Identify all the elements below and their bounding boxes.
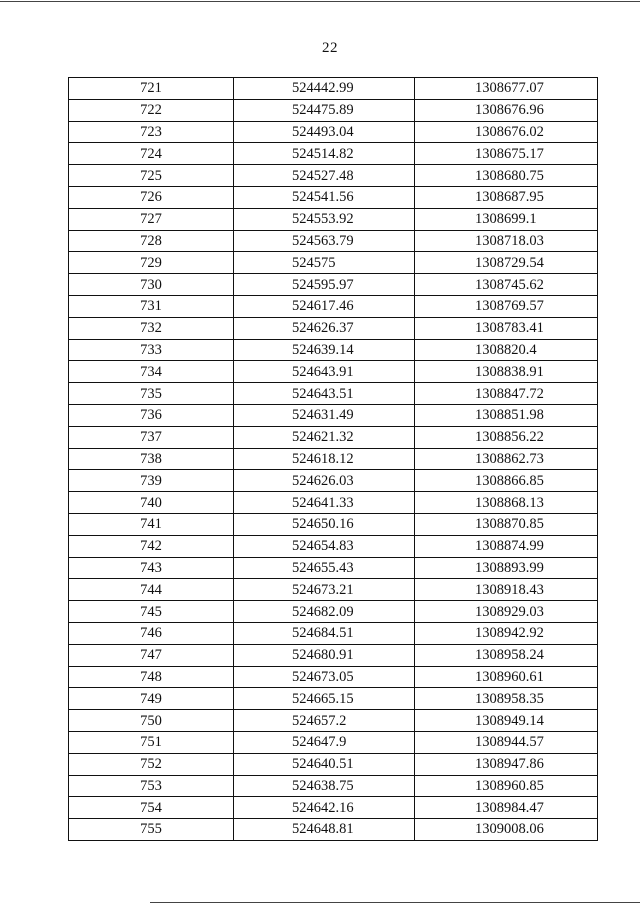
x-coordinate-cell: 524541.56 bbox=[234, 186, 415, 208]
x-coordinate-cell: 524617.46 bbox=[234, 295, 415, 317]
y-coordinate-cell: 1308820.4 bbox=[415, 339, 598, 361]
x-coordinate-cell: 524643.51 bbox=[234, 383, 415, 405]
table-row bbox=[69, 579, 598, 601]
x-coordinate-cell: 524650.16 bbox=[234, 513, 415, 535]
point-number-cell: 738 bbox=[69, 448, 234, 470]
x-coordinate-cell: 524493.04 bbox=[234, 121, 415, 143]
y-coordinate-cell: 1308676.02 bbox=[415, 121, 598, 143]
table-row bbox=[69, 208, 598, 230]
x-coordinate-cell: 524648.81 bbox=[234, 819, 415, 841]
table-row bbox=[69, 819, 598, 841]
y-coordinate-cell: 1308874.99 bbox=[415, 535, 598, 557]
table-row bbox=[69, 317, 598, 339]
table-row bbox=[69, 622, 598, 644]
x-coordinate-cell: 524514.82 bbox=[234, 143, 415, 165]
table-row bbox=[69, 165, 598, 187]
x-coordinate-cell: 524654.83 bbox=[234, 535, 415, 557]
point-number-cell: 753 bbox=[69, 775, 234, 797]
point-number-cell: 743 bbox=[69, 557, 234, 579]
y-coordinate-cell: 1308676.96 bbox=[415, 99, 598, 121]
x-coordinate-cell: 524640.51 bbox=[234, 753, 415, 775]
table-row bbox=[69, 339, 598, 361]
x-coordinate-cell: 524641.33 bbox=[234, 492, 415, 514]
point-number-cell: 755 bbox=[69, 819, 234, 841]
y-coordinate-cell: 1308675.17 bbox=[415, 143, 598, 165]
x-coordinate-cell: 524626.03 bbox=[234, 470, 415, 492]
x-coordinate-cell: 524639.14 bbox=[234, 339, 415, 361]
table-row bbox=[69, 601, 598, 623]
point-number-cell: 725 bbox=[69, 165, 234, 187]
table-row bbox=[69, 688, 598, 710]
x-coordinate-cell: 524665.15 bbox=[234, 688, 415, 710]
x-coordinate-cell: 524673.05 bbox=[234, 666, 415, 688]
y-coordinate-cell: 1308958.24 bbox=[415, 644, 598, 666]
table-row bbox=[69, 426, 598, 448]
y-coordinate-cell: 1308984.47 bbox=[415, 797, 598, 819]
point-number-cell: 724 bbox=[69, 143, 234, 165]
x-coordinate-cell: 524631.49 bbox=[234, 404, 415, 426]
point-number-cell: 730 bbox=[69, 274, 234, 296]
x-coordinate-cell: 524684.51 bbox=[234, 622, 415, 644]
coordinates-table bbox=[68, 77, 598, 841]
point-number-cell: 731 bbox=[69, 295, 234, 317]
y-coordinate-cell: 1308847.72 bbox=[415, 383, 598, 405]
page-number: 22 bbox=[322, 40, 338, 56]
y-coordinate-cell: 1308942.92 bbox=[415, 622, 598, 644]
x-coordinate-cell: 524642.16 bbox=[234, 797, 415, 819]
point-number-cell: 740 bbox=[69, 492, 234, 514]
point-number-cell: 749 bbox=[69, 688, 234, 710]
y-coordinate-cell: 1308870.85 bbox=[415, 513, 598, 535]
x-coordinate-cell: 524595.97 bbox=[234, 274, 415, 296]
y-coordinate-cell: 1308960.85 bbox=[415, 775, 598, 797]
point-number-cell: 721 bbox=[69, 78, 234, 100]
x-coordinate-cell: 524682.09 bbox=[234, 601, 415, 623]
y-coordinate-cell: 1308949.14 bbox=[415, 710, 598, 732]
table-row bbox=[69, 78, 598, 100]
bottom-edge-rule bbox=[150, 902, 640, 903]
table-row bbox=[69, 295, 598, 317]
y-coordinate-cell: 1308745.62 bbox=[415, 274, 598, 296]
x-coordinate-cell: 524657.2 bbox=[234, 710, 415, 732]
point-number-cell: 737 bbox=[69, 426, 234, 448]
point-number-cell: 741 bbox=[69, 513, 234, 535]
x-coordinate-cell: 524442.99 bbox=[234, 78, 415, 100]
table-row bbox=[69, 99, 598, 121]
point-number-cell: 723 bbox=[69, 121, 234, 143]
point-number-cell: 745 bbox=[69, 601, 234, 623]
point-number-cell: 728 bbox=[69, 230, 234, 252]
table-row bbox=[69, 710, 598, 732]
point-number-cell: 726 bbox=[69, 186, 234, 208]
table-row bbox=[69, 361, 598, 383]
point-number-cell: 754 bbox=[69, 797, 234, 819]
x-coordinate-cell: 524680.91 bbox=[234, 644, 415, 666]
y-coordinate-cell: 1308893.99 bbox=[415, 557, 598, 579]
x-coordinate-cell: 524527.48 bbox=[234, 165, 415, 187]
table-row bbox=[69, 186, 598, 208]
point-number-cell: 742 bbox=[69, 535, 234, 557]
y-coordinate-cell: 1308677.07 bbox=[415, 78, 598, 100]
table-row bbox=[69, 513, 598, 535]
y-coordinate-cell: 1308868.13 bbox=[415, 492, 598, 514]
table-row bbox=[69, 731, 598, 753]
x-coordinate-cell: 524638.75 bbox=[234, 775, 415, 797]
point-number-cell: 750 bbox=[69, 710, 234, 732]
y-coordinate-cell: 1308699.1 bbox=[415, 208, 598, 230]
y-coordinate-cell: 1308851.98 bbox=[415, 404, 598, 426]
table-row bbox=[69, 383, 598, 405]
point-number-cell: 744 bbox=[69, 579, 234, 601]
y-coordinate-cell: 1308862.73 bbox=[415, 448, 598, 470]
table-row bbox=[69, 644, 598, 666]
y-coordinate-cell: 1308918.43 bbox=[415, 579, 598, 601]
y-coordinate-cell: 1308929.03 bbox=[415, 601, 598, 623]
y-coordinate-cell: 1308960.61 bbox=[415, 666, 598, 688]
x-coordinate-cell: 524553.92 bbox=[234, 208, 415, 230]
point-number-cell: 746 bbox=[69, 622, 234, 644]
point-number-cell: 748 bbox=[69, 666, 234, 688]
table-row bbox=[69, 252, 598, 274]
point-number-cell: 747 bbox=[69, 644, 234, 666]
x-coordinate-cell: 524647.9 bbox=[234, 731, 415, 753]
point-number-cell: 727 bbox=[69, 208, 234, 230]
point-number-cell: 732 bbox=[69, 317, 234, 339]
x-coordinate-cell: 524655.43 bbox=[234, 557, 415, 579]
table-row bbox=[69, 274, 598, 296]
y-coordinate-cell: 1308680.75 bbox=[415, 165, 598, 187]
point-number-cell: 734 bbox=[69, 361, 234, 383]
y-coordinate-cell: 1308958.35 bbox=[415, 688, 598, 710]
y-coordinate-cell: 1308718.03 bbox=[415, 230, 598, 252]
point-number-cell: 733 bbox=[69, 339, 234, 361]
point-number-cell: 736 bbox=[69, 404, 234, 426]
x-coordinate-cell: 524475.89 bbox=[234, 99, 415, 121]
table-row bbox=[69, 557, 598, 579]
y-coordinate-cell: 1308769.57 bbox=[415, 295, 598, 317]
table-row bbox=[69, 143, 598, 165]
x-coordinate-cell: 524626.37 bbox=[234, 317, 415, 339]
table-row bbox=[69, 470, 598, 492]
x-coordinate-cell: 524643.91 bbox=[234, 361, 415, 383]
y-coordinate-cell: 1308729.54 bbox=[415, 252, 598, 274]
x-coordinate-cell: 524563.79 bbox=[234, 230, 415, 252]
table-row bbox=[69, 492, 598, 514]
top-edge-rule bbox=[0, 1, 640, 2]
point-number-cell: 735 bbox=[69, 383, 234, 405]
y-coordinate-cell: 1308838.91 bbox=[415, 361, 598, 383]
x-coordinate-cell: 524618.12 bbox=[234, 448, 415, 470]
x-coordinate-cell: 524575 bbox=[234, 252, 415, 274]
y-coordinate-cell: 1308866.85 bbox=[415, 470, 598, 492]
point-number-cell: 751 bbox=[69, 731, 234, 753]
y-coordinate-cell: 1308856.22 bbox=[415, 426, 598, 448]
table-row bbox=[69, 404, 598, 426]
table-row bbox=[69, 666, 598, 688]
y-coordinate-cell: 1308947.86 bbox=[415, 753, 598, 775]
y-coordinate-cell: 1308944.57 bbox=[415, 731, 598, 753]
table-row bbox=[69, 797, 598, 819]
point-number-cell: 752 bbox=[69, 753, 234, 775]
coordinates-table-body bbox=[69, 78, 598, 841]
table-row bbox=[69, 448, 598, 470]
y-coordinate-cell: 1308687.95 bbox=[415, 186, 598, 208]
y-coordinate-cell: 1308783.41 bbox=[415, 317, 598, 339]
point-number-cell: 739 bbox=[69, 470, 234, 492]
y-coordinate-cell: 1309008.06 bbox=[415, 819, 598, 841]
table-row bbox=[69, 230, 598, 252]
x-coordinate-cell: 524621.32 bbox=[234, 426, 415, 448]
table-row bbox=[69, 775, 598, 797]
point-number-cell: 722 bbox=[69, 99, 234, 121]
x-coordinate-cell: 524673.21 bbox=[234, 579, 415, 601]
table-row bbox=[69, 753, 598, 775]
table-row bbox=[69, 121, 598, 143]
point-number-cell: 729 bbox=[69, 252, 234, 274]
table-row bbox=[69, 535, 598, 557]
